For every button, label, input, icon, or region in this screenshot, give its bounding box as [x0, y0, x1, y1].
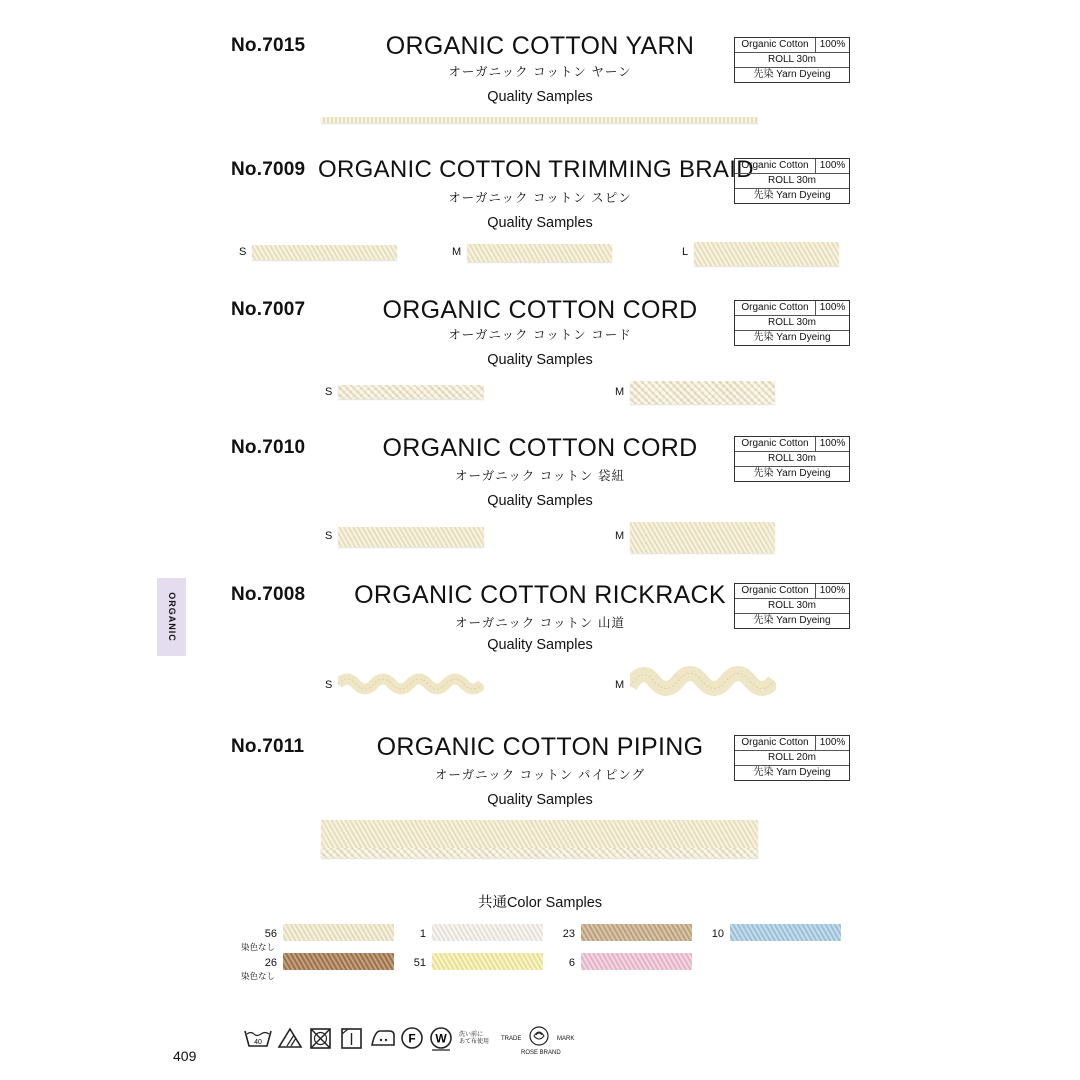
spec-dye: 先染 Yarn Dyeing — [735, 466, 849, 481]
spec-percent: 100% — [819, 302, 846, 313]
spec-material: Organic Cotton — [735, 437, 816, 451]
rose-brand-logo — [524, 1022, 554, 1052]
quality-samples-label: Quality Samples — [487, 792, 593, 808]
trademark-text-right: MARK — [557, 1036, 575, 1042]
rickrack-sample-m — [630, 664, 776, 698]
svg-text:40: 40 — [254, 1039, 262, 1046]
spec-percent: 100% — [819, 438, 846, 449]
product-title: ORGANIC COTTON PIPING — [376, 733, 704, 761]
size-label-m: M — [452, 246, 462, 258]
care-note: 洗い前に あて布使用 — [459, 1032, 490, 1045]
color-swatch — [581, 924, 692, 941]
size-label-m: M — [615, 679, 625, 691]
svg-text:F: F — [408, 1031, 416, 1046]
product-title: ORGANIC COTTON TRIMMING BRAID — [318, 156, 754, 183]
wash-40-icon — [243, 1026, 273, 1050]
spec-material: Organic Cotton — [735, 159, 816, 173]
color-note: 染色なし — [241, 942, 276, 952]
trademark-text-bottom: ROSE BRAND — [521, 1050, 561, 1056]
spec-roll: ROLL 30m — [735, 451, 849, 466]
spec-percent: 100% — [819, 585, 846, 596]
color-number: 51 — [413, 957, 426, 969]
size-label-l: L — [682, 246, 689, 258]
spec-dye: 先染 Yarn Dyeing — [735, 765, 849, 780]
color-number: 6 — [568, 957, 575, 969]
product-title: ORGANIC COTTON YARN — [385, 32, 695, 60]
color-number: 1 — [419, 928, 426, 940]
spec-table — [734, 583, 850, 629]
spec-dye: 先染 Yarn Dyeing — [735, 67, 849, 82]
no-tumble-dry-icon — [309, 1026, 333, 1050]
spec-percent: 100% — [819, 39, 846, 50]
spec-percent: 100% — [819, 737, 846, 748]
size-label-m: M — [615, 530, 625, 542]
color-samples-title: 共通Color Samples — [477, 895, 603, 911]
cord-sample-m — [630, 522, 775, 553]
product-number: No.7015 — [231, 35, 306, 56]
trademark-text-left: TRADE — [501, 1036, 522, 1042]
product-title-jp: オーガニック コットン ヤーン — [448, 65, 632, 79]
product-number: No.7008 — [231, 584, 306, 605]
product-title-jp: オーガニック コットン パイピング — [434, 768, 646, 782]
spec-material: Organic Cotton — [735, 301, 816, 315]
page-number: 409 — [173, 1048, 197, 1064]
svg-text:W: W — [435, 1031, 447, 1046]
spec-dye: 先染 Yarn Dyeing — [735, 613, 849, 628]
color-number: 56 — [264, 928, 277, 940]
spec-table — [734, 300, 850, 346]
spec-dye: 先染 Yarn Dyeing — [735, 188, 849, 203]
product-number: No.7007 — [231, 299, 306, 320]
spec-roll: ROLL 30m — [735, 315, 849, 330]
braid-sample-s — [252, 245, 397, 260]
spec-material: Organic Cotton — [735, 584, 816, 598]
product-title-jp: オーガニック コットン 袋紐 — [455, 469, 625, 483]
spec-dye: 先染 Yarn Dyeing — [735, 330, 849, 345]
quality-samples-label: Quality Samples — [487, 215, 593, 231]
color-number: 10 — [711, 928, 724, 940]
spec-material: Organic Cotton — [735, 38, 816, 52]
quality-samples-label: Quality Samples — [487, 637, 593, 653]
spec-table — [734, 158, 850, 204]
color-swatch — [432, 924, 543, 941]
rickrack-sample-s — [338, 672, 484, 696]
iron-icon — [369, 1027, 397, 1049]
cord-sample-m — [630, 381, 775, 404]
dry-clean-f-icon — [400, 1026, 424, 1050]
line-dry-icon — [340, 1026, 364, 1050]
product-title: ORGANIC COTTON RICKRACK — [354, 581, 726, 609]
color-swatch — [581, 953, 692, 970]
quality-samples-label: Quality Samples — [487, 352, 593, 368]
spec-roll: ROLL 30m — [735, 173, 849, 188]
product-number: No.7009 — [231, 159, 306, 180]
spec-roll: ROLL 30m — [735, 52, 849, 67]
size-label-s: S — [239, 246, 247, 258]
side-tab-label: ORGANIC — [166, 592, 177, 642]
spec-table — [734, 735, 850, 781]
organic-side-tab — [157, 578, 186, 656]
spec-material: Organic Cotton — [735, 736, 816, 750]
product-title: ORGANIC COTTON CORD — [382, 296, 698, 324]
color-number: 26 — [264, 957, 277, 969]
color-note: 染色なし — [241, 971, 276, 981]
wet-clean-w-icon — [429, 1026, 455, 1052]
quality-samples-label: Quality Samples — [487, 89, 593, 105]
quality-samples-label: Quality Samples — [487, 493, 593, 509]
size-label-s: S — [325, 679, 333, 691]
spec-table — [734, 37, 850, 83]
cord-sample-s — [338, 527, 484, 547]
product-number: No.7010 — [231, 437, 306, 458]
spec-roll: ROLL 20m — [735, 750, 849, 765]
spec-roll: ROLL 30m — [735, 598, 849, 613]
size-label-m: M — [615, 386, 625, 398]
size-label-s: S — [325, 386, 333, 398]
product-title-jp: オーガニック コットン スピン — [448, 191, 632, 205]
product-number: No.7011 — [231, 736, 305, 757]
color-swatch — [283, 953, 394, 970]
spec-percent: 100% — [819, 160, 846, 171]
color-swatch — [432, 953, 543, 970]
product-title: ORGANIC COTTON CORD — [382, 434, 698, 462]
size-label-s: S — [325, 530, 333, 542]
spec-table — [734, 436, 850, 482]
piping-sample-cord — [321, 848, 758, 858]
yarn-sample — [321, 117, 758, 123]
braid-sample-l — [694, 242, 839, 266]
color-number: 23 — [562, 928, 575, 940]
color-swatch — [283, 924, 394, 941]
bleach-icon — [277, 1026, 303, 1050]
braid-sample-m — [467, 244, 612, 262]
product-title-jp: オーガニック コットン 山道 — [455, 616, 625, 630]
cord-sample-s — [338, 385, 484, 399]
color-swatch — [730, 924, 841, 941]
product-title-jp: オーガニック コットン コード — [448, 328, 632, 342]
